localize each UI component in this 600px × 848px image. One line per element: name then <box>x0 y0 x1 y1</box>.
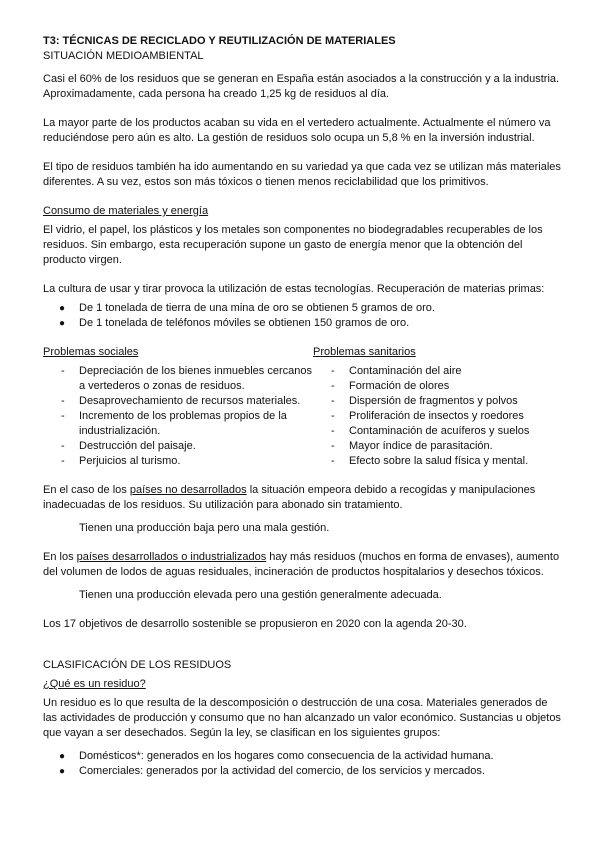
dash-icon: - <box>331 410 335 422</box>
dash-icon: - <box>61 440 65 452</box>
desarrollados-term: países desarrollados o industrializados <box>76 551 267 563</box>
list-item: - Mayor índice de parasitación. <box>331 440 493 452</box>
residuo-question: ¿Qué es un residuo? <box>43 678 146 690</box>
bullet-icon: ● <box>59 766 66 777</box>
clasificacion-title: CLASIFICACIÓN DE LOS RESIDUOS <box>43 659 232 671</box>
bullet-icon: ● <box>59 751 66 762</box>
document-title: T3: TÉCNICAS DE RECICLADO Y REUTILIZACIÓN DE MATERIALES <box>43 35 396 47</box>
list-item: - Contaminación del aire <box>331 365 462 377</box>
no-desarrollados-note: Tienen una producción baja pero una mala gestión. <box>79 522 330 534</box>
social-problems-list <box>43 364 313 469</box>
dash-icon: - <box>61 365 65 377</box>
list-item: - Destrucción del paisaje. <box>61 440 196 452</box>
list-item: - Dispersión de fragmentos y polvos <box>331 395 518 407</box>
dash-icon: - <box>331 455 335 467</box>
social-problems-heading: Problemas sociales <box>43 346 139 358</box>
document-page <box>43 34 563 793</box>
health-problems-heading: Problemas sanitarios <box>313 346 416 358</box>
residuo-groups <box>43 749 563 779</box>
dash-icon: - <box>331 440 335 452</box>
dash-icon: - <box>61 410 65 422</box>
dash-icon: - <box>61 395 65 407</box>
dash-icon: - <box>331 395 335 407</box>
list-item: - Formación de olores <box>331 380 450 392</box>
bullet-icon: ● <box>59 318 66 329</box>
paragraph-tipo-residuos: El tipo de residuos también ha ido aumentando en su variedad ya que cada vez se utilizan más materiales diferentes. A su vez, estos son más tóxicos o tienen menos reciclabilidad que los primitivos. <box>43 161 561 188</box>
residuo-definition: Un residuo es lo que resulta de la descomposición o destrucción de una cosa. Materiales generados de las actividades de producción y consumo que no han alcanzado un valor económico. Sustancias u objetos que vayan a ser desechados. Según la ley, se clasifican en los siguientes grupos: <box>43 697 561 739</box>
dash-icon: - <box>331 365 335 377</box>
section-subtitle: SITUACIÓN MEDIOAMBIENTAL <box>43 50 204 62</box>
list-item: - Incremento de los problemas propios de la industrialización. <box>61 410 287 437</box>
consumo-text: El vidrio, el papel, los plásticos y los metales son componentes no biodegradables recuperables de los residuos. Sin embargo, esta recuperación supone un gasto de energía menor que la obtención del producto virgen. <box>43 224 543 266</box>
health-problems <box>313 345 553 469</box>
list-item: - Desaprovechamiento de recursos materiales. <box>61 395 301 407</box>
list-item: ● Comerciales: generados por la actividad del comercio, de los servicios y mercados. <box>59 765 485 777</box>
consumo-heading: Consumo de materiales y energía <box>43 205 209 217</box>
paragraph-no-desarrollados: En el caso de los países no desarrollados la situación empeora debido a recogidas y manipulaciones inadecuadas de los residuos. Su utilización para abonado sin tratamiento. <box>43 484 536 511</box>
paragraph-residuos-espana: Casi el 60% de los residuos que se generan en España están asociados a la construcción y a la industria. Aproximadamente, cada persona ha creado 1,25 kg de residuos al día. <box>43 73 560 100</box>
paragraph-vertedero: La mayor parte de los productos acaban su vida en el vertedero actualmente. Actualmente el número va reduciéndose pero aún es alto. La gestión de residuos solo ocupa un 5,8 % en la inversión industrial. <box>43 117 551 144</box>
list-item: - Perjuicios al turismo. <box>61 455 181 467</box>
cultura-text: La cultura de usar y tirar provoca la utilización de estas tecnologías. Recuperación de materias primas: <box>43 283 545 295</box>
paragraph-ods: Los 17 objetivos de desarrollo sostenible se propusieron en 2020 con la agenda 20-30. <box>43 618 467 630</box>
bullet-icon: ● <box>59 303 66 314</box>
list-item: - Depreciación de los bienes inmuebles cercanos a vertederos o zonas de residuos. <box>61 365 312 392</box>
dash-icon: - <box>331 380 335 392</box>
list-item: ● Domésticos*: generados en los hogares como consecuencia de la actividad humana. <box>59 750 494 762</box>
paragraph-desarrollados: En los países desarrollados o industrializados hay más residuos (muchos en forma de envases), aumento del volumen de lodos de aguas residuales, incineración de productos hospitalarios y desechos tóxicos. <box>43 551 560 578</box>
gold-bullets <box>43 301 563 331</box>
dash-icon: - <box>331 425 335 437</box>
social-problems <box>43 345 313 469</box>
list-item: ● De 1 tonelada de tierra de una mina de oro se obtienen 5 gramos de oro. <box>59 302 435 314</box>
list-item: - Efecto sobre la salud física y mental. <box>331 455 529 467</box>
no-desarrollados-term: países no desarrollados <box>129 484 247 496</box>
desarrollados-note: Tienen una producción elevada pero una gestión generalmente adecuada. <box>79 589 442 601</box>
problems-columns <box>43 345 563 469</box>
health-problems-list <box>313 364 553 469</box>
dash-icon: - <box>61 455 65 467</box>
list-item: ● De 1 tonelada de teléfonos móviles se obtienen 150 gramos de oro. <box>59 317 410 329</box>
list-item: - Contaminación de acuíferos y suelos <box>331 425 530 437</box>
list-item: - Proliferación de insectos y roedores <box>331 410 524 422</box>
